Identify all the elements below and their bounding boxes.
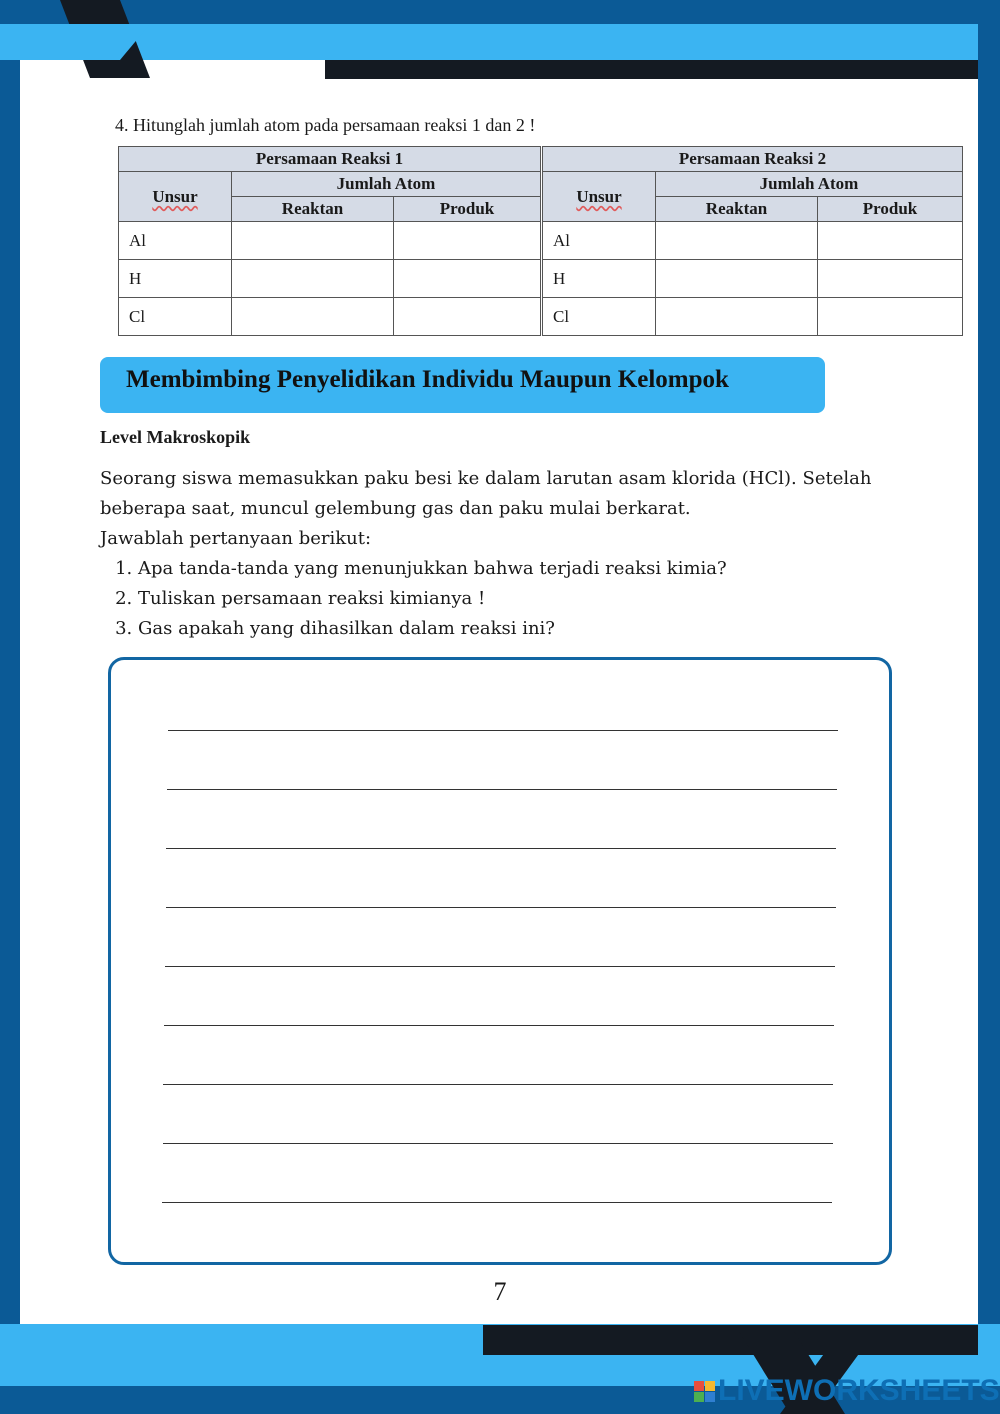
column-header-reaktan: Reaktan — [656, 197, 818, 222]
question-4: 4. Hitunglah jumlah atom pada persamaan reaksi 1 dan 2 ! — [115, 115, 536, 135]
column-header-produk: Produk — [818, 197, 963, 222]
answer-line[interactable] — [165, 966, 835, 967]
reaktan-cell[interactable] — [232, 260, 394, 298]
column-header-reaktan: Reaktan — [232, 197, 394, 222]
reaktan-cell[interactable] — [656, 298, 818, 336]
produk-cell[interactable] — [394, 298, 541, 336]
table-row — [543, 222, 963, 260]
brand-logo — [694, 1374, 1000, 1408]
reaktan-cell[interactable] — [656, 222, 818, 260]
liveworksheets-icon — [694, 1381, 715, 1402]
problem-paragraph: Seorang siswa memasukkan paku besi ke dalam larutan asam klorida (HCl). Setelah beberapa saat, muncul gelembung gas dan paku mulai berkarat. — [100, 468, 872, 519]
reaktan-cell[interactable] — [232, 222, 394, 260]
answer-line[interactable] — [167, 789, 837, 790]
problem-text — [100, 464, 920, 644]
table-title: Persamaan Reaksi 1 — [119, 147, 541, 172]
atom-table-2 — [542, 146, 963, 336]
table-row — [119, 298, 541, 336]
column-header-unsur: Unsur — [119, 172, 232, 222]
answer-box[interactable] — [108, 657, 892, 1265]
question-list — [100, 554, 920, 644]
reaktan-cell[interactable] — [656, 260, 818, 298]
list-item: 1. Apa tanda-tanda yang menunjukkan bahwa terjadi reaksi kimia? — [138, 554, 920, 584]
produk-cell[interactable] — [394, 260, 541, 298]
answer-line[interactable] — [163, 1084, 833, 1085]
element-cell: H — [119, 260, 232, 298]
brand-text: LIVEWORKSHEETS — [718, 1374, 1000, 1407]
element-cell: Cl — [543, 298, 656, 336]
answer-prompt: Jawablah pertanyaan berikut: — [100, 528, 372, 549]
produk-cell[interactable] — [818, 298, 963, 336]
column-header-jumlah: Jumlah Atom — [232, 172, 541, 197]
table-title: Persamaan Reaksi 2 — [543, 147, 963, 172]
list-item: 3. Gas apakah yang dihasilkan dalam reaksi ini? — [138, 614, 920, 644]
answer-line[interactable] — [163, 1143, 833, 1144]
answer-line[interactable] — [164, 1025, 834, 1026]
produk-cell[interactable] — [818, 222, 963, 260]
answer-line[interactable] — [166, 907, 836, 908]
column-header-produk: Produk — [394, 197, 541, 222]
level-heading: Level Makroskopik — [100, 427, 251, 447]
element-cell: Al — [543, 222, 656, 260]
element-cell: Al — [119, 222, 232, 260]
element-cell: Cl — [119, 298, 232, 336]
page-number: 7 — [493, 1277, 507, 1306]
table-row — [119, 222, 541, 260]
column-header-unsur: Unsur — [543, 172, 656, 222]
table-row — [119, 260, 541, 298]
answer-line[interactable] — [168, 730, 838, 731]
table-row — [543, 298, 963, 336]
table-row — [543, 260, 963, 298]
produk-cell[interactable] — [818, 260, 963, 298]
list-item: 2. Tuliskan persamaan reaksi kimianya ! — [138, 584, 920, 614]
produk-cell[interactable] — [394, 222, 541, 260]
answer-line[interactable] — [162, 1202, 832, 1203]
answer-line[interactable] — [166, 848, 836, 849]
element-cell: H — [543, 260, 656, 298]
reaktan-cell[interactable] — [232, 298, 394, 336]
atom-table-1 — [118, 146, 541, 336]
column-header-jumlah: Jumlah Atom — [656, 172, 963, 197]
section-title: Membimbing Penyelidikan Individu Maupun Kelompok — [126, 366, 729, 393]
